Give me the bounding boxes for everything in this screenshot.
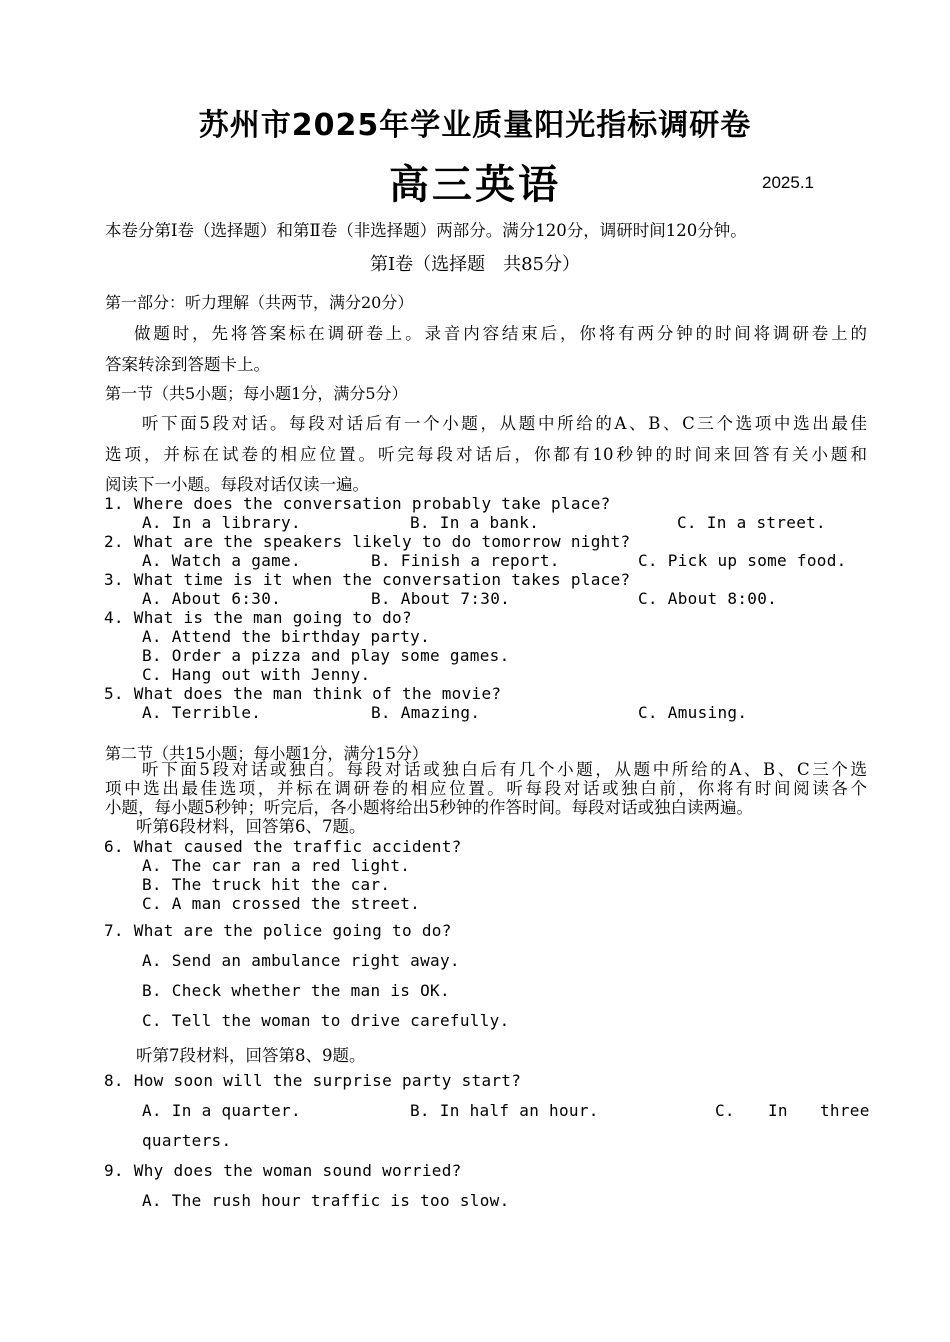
q4-option-c: C. Hang out with Jenny. (142, 665, 371, 684)
q6-option-b: B. The truck hit the car. (142, 875, 391, 894)
q2-option-a: A. Watch a game. (142, 551, 301, 570)
question-3: 3. What time is it when the conversation takes place? (104, 570, 631, 589)
question-2: 2. What are the speakers likely to do tomorrow night? (104, 532, 631, 551)
q4-option-a: A. Attend the birthday party. (142, 627, 431, 646)
q1-option-a: A. In a library. (142, 513, 301, 532)
q3-option-a: A. About 6:30. (142, 589, 282, 608)
section2-instructions-line1: 听下面5段对话或独白。每段对话或独白后有几个小题，从题中所给的A、B、C三个选 (142, 760, 867, 779)
q5-option-a: A. Terrible. (142, 703, 262, 722)
question-6: 6. What caused the traffic accident? (104, 837, 462, 856)
q8-option-c-word1: In (768, 1101, 788, 1120)
exam-subject: 高三英语 (389, 161, 561, 208)
exam-intro: 本卷分第Ⅰ卷（选择题）和第Ⅱ卷（非选择题）两部分。满分120分，调研时间120分钟。 (105, 221, 747, 240)
question-8: 8. How soon will the surprise party start? (104, 1071, 522, 1090)
q1-option-b: B. In a bank. (410, 513, 540, 532)
q4-option-b: B. Order a pizza and play some games. (142, 646, 510, 665)
q8-option-c-label: C. (715, 1101, 735, 1120)
part1-instructions-line1: 做题时，先将答案标在调研卷上。录音内容结束后，你将有两分钟的时间将调研卷上的 (134, 324, 867, 343)
section2-instructions-line2: 项中选出最佳选项，并标在调研卷的相应位置。听每段对话或独白前，你将有时间阅读各个 (105, 779, 867, 798)
section2-title: 第二节（共15小题；每小题1分，满分15分） (105, 744, 428, 763)
q8-option-c-word3: quarters. (142, 1131, 232, 1150)
section1-instructions-line2: 选项，并标在试卷的相应位置。听完每段对话后，你都有10秒钟的时间来回答有关小题和 (105, 445, 867, 464)
exam-date: 2025.1 (762, 173, 814, 192)
section1-instructions-line1: 听下面5段对话。每段对话后有一个小题，从题中所给的A、B、C三个选项中选出最佳 (142, 414, 867, 433)
q7-option-a: A. Send an ambulance right away. (142, 951, 460, 970)
section1-title: 第一节（共5小题；每小题1分，满分5分） (105, 384, 408, 403)
question-5: 5. What does the man think of the movie? (104, 684, 502, 703)
volume1-title: 第Ⅰ卷（选择题 共85分） (369, 254, 580, 275)
q2-option-b: B. Finish a report. (371, 551, 560, 570)
q5-option-c: C. Amusing. (638, 703, 748, 722)
q8-option-b: B. In half an hour. (410, 1101, 599, 1120)
question-7: 7. What are the police going to do? (104, 921, 452, 940)
section2-instructions-line3: 小题，每小题5秒钟；听完后，各小题将给出5秒钟的作答时间。每段对话或独白读两遍。 (105, 798, 753, 817)
material-6-note: 听第6段材料，回答第6、7题。 (136, 817, 366, 836)
question-9: 9. Why does the woman sound worried? (104, 1161, 462, 1180)
q8-option-c-word2: three (820, 1101, 870, 1120)
q3-option-c: C. About 8:00. (638, 589, 778, 608)
question-4: 4. What is the man going to do? (104, 608, 412, 627)
part1-title: 第一部分：听力理解（共两节，满分20分） (105, 293, 414, 312)
q6-option-c: C. A man crossed the street. (142, 894, 421, 913)
part1-instructions-line2: 答案转涂到答题卡上。 (105, 355, 270, 374)
q2-option-c: C. Pick up some food. (638, 551, 847, 570)
q7-option-b: B. Check whether the man is OK. (142, 981, 450, 1000)
q6-option-a: A. The car ran a red light. (142, 856, 411, 875)
q3-option-b: B. About 7:30. (371, 589, 511, 608)
material-7-note: 听第7段材料，回答第8、9题。 (136, 1046, 366, 1065)
q5-option-b: B. Amazing. (371, 703, 481, 722)
q8-option-a: A. In a quarter. (142, 1101, 301, 1120)
q9-option-a: A. The rush hour traffic is too slow. (142, 1191, 510, 1210)
q7-option-c: C. Tell the woman to drive carefully. (142, 1011, 510, 1030)
question-1: 1. Where does the conversation probably take place? (104, 494, 611, 513)
section1-instructions-line3: 阅读下一小题。每段对话仅读一遍。 (105, 475, 369, 494)
exam-title: 苏州市2025年学业质量阳光指标调研卷 (198, 108, 752, 143)
q1-option-c: C. In a street. (677, 513, 826, 532)
